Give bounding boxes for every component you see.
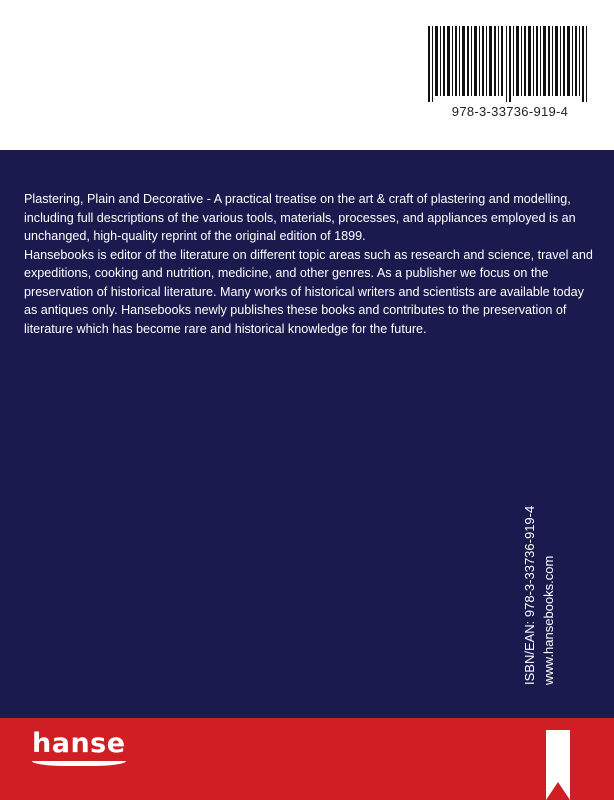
barcode-number: 978-3-33736-919-4 [451,104,569,119]
bookmark-icon [546,730,570,800]
spine-isbn: ISBN/EAN: 978-3-33736-919-4 [522,505,537,685]
barcode [420,20,600,130]
publisher-logo [32,728,132,772]
logo-swoosh [32,761,126,766]
description-paragraph-2: Hansebooks is editor of the literature on different topic areas such as research and science, travel and expeditions, cooking and nutrition, medicine, and other genres. As a publisher we focus on the preservation of historical literature. Many works of historical writers and scientists are available today as antiques only. Hansebooks newly publishes these books and contributes to the preservation of literature which has become rare and historical knowledge for the future. [24,247,593,336]
top-band [0,0,614,150]
description-paragraph-1: Plastering, Plain and Decorative - A practical treatise on the art & craft of plastering and modelling, including full descriptions of the various tools, materials, processes, and appliances employed is an unchanged, high-quality reprint of the original edition of 1899. [24,192,576,243]
logo-text: hanse [32,728,126,759]
publisher-band [0,718,614,800]
book-description [24,190,594,338]
spine-website: www.hansebooks.com [541,555,556,685]
barcode-icon [426,26,594,102]
